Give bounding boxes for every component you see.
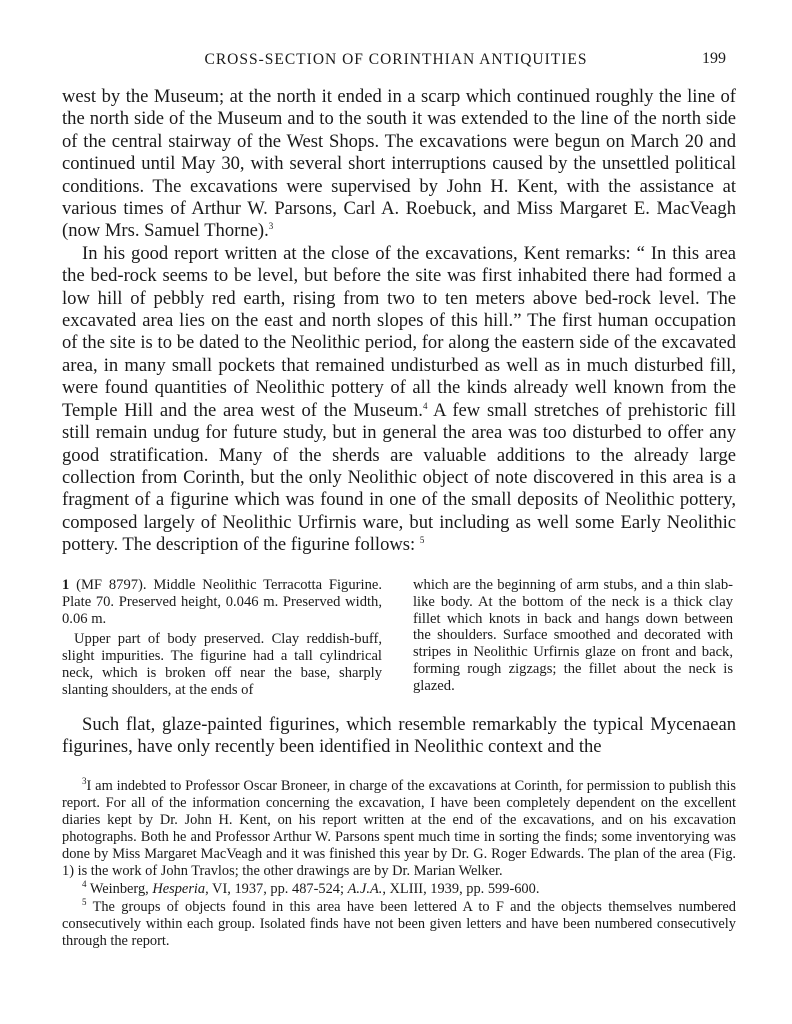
main-text [62, 86, 736, 557]
footnote-ref-4: 4 [422, 400, 428, 411]
footnote-4-text-a: Weinberg, [89, 881, 153, 897]
footnote-4-text-c: , XLIII, 1939, pp. 599-600. [382, 881, 540, 897]
footnote-5-mark: 5 [82, 897, 87, 908]
footnote-4-hesperia: Hesperia [152, 881, 206, 897]
catalog-entry-head [62, 577, 382, 627]
footnote-3-mark: 3 [82, 776, 87, 787]
footnote-ref-3: 3 [268, 221, 274, 232]
catalog-column-right [413, 577, 733, 695]
paragraph-2-text-a: In his good report written at the close of the excavations, Kent remarks: “ In this area the bed-rock seems to be level, but before the site was first inhabited there had formed a low hill of pebbly red earth, rising from two to ten meters above bed-rock level. The excavated area lies on the east and north slopes of this hill.” The first human occupation of the site is to be dated to the Neolithic period, for along the eastern side of the excavated area, in many small pockets that remained undisturbed as well as in much disturbed fill, were found quantities of Neolithic pottery of all the kinds already well known from the Temple Hill and the area west of the Museum. [62, 242, 736, 421]
paragraph-1 [62, 86, 736, 243]
footnote-5-text: The groups of objects found in this area have been lettered A to F and the objects themselves numbered consecutively within each group. Isolated finds have not been given letters and have been numbered consecutively through the report. [62, 899, 736, 949]
catalog-description-right: which are the beginning of arm stubs, and a thin slab-like body. At the bottom of the neck is a thick clay fillet which knots in back and hangs down between the shoulders. Surface smoothed and decorated with stripes in Neolithic Urfirnis glaze on front and back, forming rough zigzags; the fillet about the neck is glazed. [413, 577, 733, 694]
running-head-title: CROSS-SECTION OF CORINTHIAN ANTIQUITIES [204, 51, 588, 68]
paragraph-2-text-b: A few small stretches of prehistoric fill still remain undug for future study, but in general the area was too disturbed to offer any good stratification. Many of the sherds are valuable additions to the already large collection from Corinth, but the only Neolithic object of note discovered in this area is a fragment of a figurine which was found in one of the small deposits of Neolithic pottery, composed largely of Neolithic Urfirnis ware, but including as well some Early Neolithic pottery. The description of the figurine follows: [62, 399, 736, 556]
catalog-number: 1 [62, 577, 70, 593]
footnote-4-mark: 4 [82, 879, 87, 890]
resumed-paragraph: Such flat, glaze-painted figurines, which resemble remarkably the typical Mycenaean figurines, have only recently been identified in Neolithic context and the [62, 714, 736, 758]
footnote-3-text: I am indebted to Professor Oscar Broneer, in charge of the excavations at Corinth, for permission to publish this report. For all of the information concerning the excavation, I have been completely dependent on the excellent diaries kept by Dr. John H. Kent, on his report written at the end of the excavations, and on his excavation photographs. Both he and Professor Arthur W. Parsons spent much time in sorting the finds; some inventorying was done by Miss Margaret MacVeagh and it was finished this year by Dr. G. Roger Edwards. The plan of the area (Fig. 1) is the work of John Travlos; the other drawings are by Dr. Marian Welker. [62, 778, 736, 879]
paragraph-2 [62, 243, 736, 557]
catalog-column-left [62, 577, 382, 699]
catalog-entry-head-text: (MF 8797). Middle Neolithic Terracotta Figurine. Plate 70. Preserved height, 0.046 m. Preserved width, 0.06 m. [62, 577, 382, 627]
paragraph-1-text: west by the Museum; at the north it ended in a scarp which continued roughly the line of the north side of the Museum and to the south it was extended to the line of the north side of the central stairway of the West Shops. The excavations were begun on March 20 and continued until May 30, with several short interruptions caused by the unsettled political conditions. The excavations were supervised by John H. Kent, with the assistance at various times of Arthur W. Parsons, Carl A. Roebuck, and Miss Margaret E. MacVeagh (now Mrs. Samuel Thorne). [62, 86, 736, 242]
footnote-5 [62, 899, 736, 950]
footnote-4 [62, 881, 736, 898]
footnote-ref-5: 5 [419, 534, 425, 545]
catalog-description-left: Upper part of body preserved. Clay reddish-buff, slight impurities. The figurine had a tall cylindrical neck, which is broken off near the base, sharply slanting shoulders, at the ends of [62, 631, 382, 698]
footnote-4-aja: A.J.A. [347, 881, 383, 897]
page-number: 199 [702, 50, 726, 67]
footnote-4-text-b: , VI, 1937, pp. 487-524; [205, 881, 348, 897]
footnotes [62, 778, 736, 951]
footnote-3 [62, 778, 736, 880]
